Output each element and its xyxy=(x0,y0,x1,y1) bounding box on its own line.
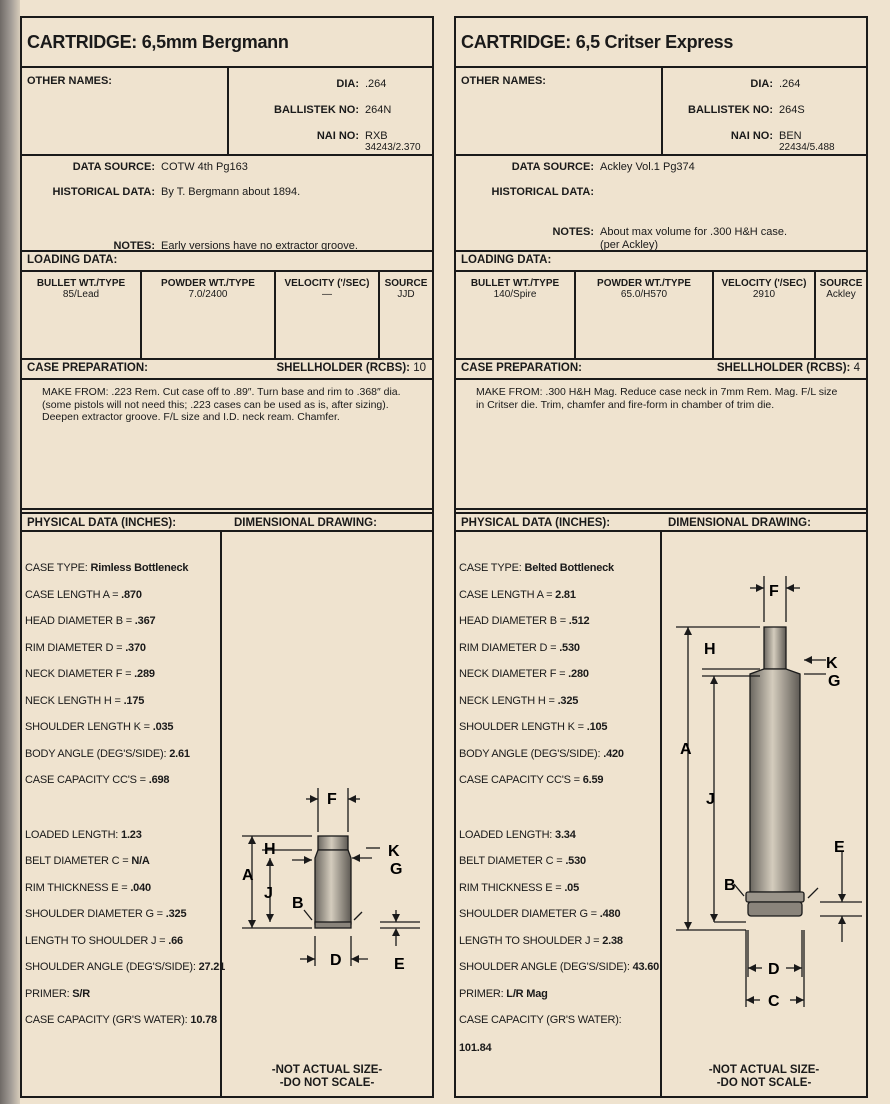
bullet-header: BULLET WT./TYPE xyxy=(470,278,560,289)
powder-value: 65.0/H570 xyxy=(620,289,668,300)
physical-data-list xyxy=(456,532,662,1096)
disclaimer-line-1: -NOT ACTUAL SIZE- xyxy=(708,1064,820,1076)
property-label: NECK LENGTH H = xyxy=(459,695,555,707)
cartridge-title xyxy=(22,18,432,68)
dim-label-H: H xyxy=(704,641,716,658)
velocity-value: — xyxy=(322,289,332,300)
dim-label-G: G xyxy=(828,673,841,690)
dim-label-H: H xyxy=(264,841,276,858)
property-value: .035 xyxy=(152,721,174,733)
nai-sub-value: 34243/2.370 xyxy=(365,142,421,153)
drawing-disclaimer xyxy=(662,1064,866,1090)
disclaimer-line-2: -DO NOT SCALE- xyxy=(279,1077,375,1089)
property-value: .289 xyxy=(134,668,155,680)
source-value: Ackley xyxy=(826,289,856,300)
property-label: PRIMER: xyxy=(459,988,504,1000)
case-preparation-header xyxy=(456,360,866,380)
book-gutter xyxy=(0,0,20,1104)
property-label: CASE CAPACITY CC'S = xyxy=(25,774,146,786)
property-label: LENGTH TO SHOULDER J = xyxy=(459,935,600,947)
dim-label-D: D xyxy=(330,952,342,969)
property-row xyxy=(459,1014,622,1026)
property-label: RIM DIAMETER D = xyxy=(459,642,557,654)
physical-data-header xyxy=(456,512,866,532)
case-rim xyxy=(315,922,351,928)
property-value: 2.81 xyxy=(555,589,576,601)
identifiers-section xyxy=(22,68,432,156)
property-row xyxy=(459,668,589,680)
property-value: .05 xyxy=(564,882,580,894)
loading-data-header: LOADING DATA: xyxy=(22,252,432,272)
property-row xyxy=(25,855,150,867)
case-prep-text: MAKE FROM: .300 H&H Mag. Reduce case neck in 7mm Rem. Mag. F/L size in Critser die. Trim, chamfer and fire-form in chamber of trim die. xyxy=(456,380,866,510)
data-source-section xyxy=(456,156,866,252)
property-label: LOADED LENGTH: xyxy=(459,829,553,841)
property-label: RIM THICKNESS E = xyxy=(459,882,562,894)
property-row xyxy=(25,642,146,654)
cartridge-drawing-svg xyxy=(222,532,434,1098)
notes-label: NOTES: xyxy=(552,226,594,238)
ballistek-value: 264N xyxy=(365,104,392,116)
case-preparation-header xyxy=(22,360,432,380)
other-names-label: OTHER NAMES: xyxy=(22,68,229,154)
velocity-header: VELOCITY ('/SEC) xyxy=(284,278,370,289)
capacity-value-line: 101.84 xyxy=(459,1042,492,1054)
dim-label-G: G xyxy=(390,861,403,878)
property-row xyxy=(25,908,186,920)
property-row xyxy=(25,748,190,760)
property-row xyxy=(459,961,659,973)
velocity-header: VELOCITY ('/SEC) xyxy=(721,278,807,289)
property-value: .530 xyxy=(559,642,580,654)
property-label: LOADED LENGTH: xyxy=(25,829,119,841)
notes-value: Early versions have no extractor groove. xyxy=(161,240,358,252)
property-value: .512 xyxy=(568,615,590,627)
physical-data-section xyxy=(456,532,866,1096)
powder-header: POWDER WT./TYPE xyxy=(597,278,691,289)
dimensional-drawing-label: DIMENSIONAL DRAWING: xyxy=(668,517,811,529)
notes-label: NOTES: xyxy=(113,240,155,252)
dim-label-F: F xyxy=(769,583,779,600)
property-value: 2.61 xyxy=(169,748,190,760)
property-row xyxy=(459,774,603,786)
dim-label-J: J xyxy=(264,885,273,902)
property-row xyxy=(459,988,548,1000)
dim-label-F: F xyxy=(327,791,337,808)
data-source-label: DATA SOURCE: xyxy=(511,161,594,173)
property-row xyxy=(459,695,578,707)
property-value: Belted Bottleneck xyxy=(524,562,614,574)
property-row xyxy=(459,642,580,654)
property-row xyxy=(25,1014,217,1026)
property-label: SHOULDER LENGTH K = xyxy=(25,721,150,733)
bullet-header: BULLET WT./TYPE xyxy=(36,278,126,289)
cartridge-card-critser xyxy=(454,16,868,1098)
physical-data-label: PHYSICAL DATA (INCHES): xyxy=(461,517,611,529)
property-row xyxy=(459,882,579,894)
velocity-value: 2910 xyxy=(752,289,776,300)
property-row xyxy=(459,589,576,601)
case-prep-text: MAKE FROM: .223 Rem. Cut case off to .89″. Turn base and rim to .368″ dia. (some pistols will not need this; .223 cases can be used as is, after sizing). Deepen extractor groove. F/L size and I.D. neck ream. Chamfer. xyxy=(22,380,432,510)
cartridge-title-label: CARTRIDGE: xyxy=(461,32,571,52)
dim-label-K: K xyxy=(388,843,400,860)
property-label: SHOULDER DIAMETER G = xyxy=(459,908,597,920)
case-body xyxy=(315,850,351,924)
property-label: RIM THICKNESS E = xyxy=(25,882,128,894)
historical-label: HISTORICAL DATA: xyxy=(52,186,155,198)
shellholder-label: SHELLHOLDER (RCBS): xyxy=(716,362,851,374)
dia-label: DIA: xyxy=(750,78,773,90)
property-label: LENGTH TO SHOULDER J = xyxy=(25,935,166,947)
property-row xyxy=(25,668,155,680)
property-row xyxy=(459,855,586,867)
property-row xyxy=(25,589,142,601)
property-label: CASE CAPACITY (GR'S WATER): xyxy=(25,1014,188,1026)
other-names-label: OTHER NAMES: xyxy=(456,68,663,154)
property-row xyxy=(25,961,225,973)
cartridge-title xyxy=(456,18,866,68)
dia-label: DIA: xyxy=(336,78,359,90)
dim-label-A: A xyxy=(680,741,692,758)
case-neck xyxy=(764,627,786,669)
powder-header: POWDER WT./TYPE xyxy=(161,278,255,289)
property-row xyxy=(459,829,576,841)
property-row xyxy=(459,721,607,733)
cartridge-name: 6,5mm Bergmann xyxy=(141,32,289,52)
property-label: BODY ANGLE (DEG'S/SIDE): xyxy=(25,748,167,760)
case-prep-label: CASE PREPARATION: xyxy=(461,362,582,374)
dim-label-E: E xyxy=(394,956,405,973)
case-prep-label: CASE PREPARATION: xyxy=(27,362,148,374)
property-value: .66 xyxy=(168,935,183,947)
ballistek-label: BALLISTEK NO: xyxy=(688,104,773,116)
property-row xyxy=(459,748,624,760)
property-label: HEAD DIAMETER B = xyxy=(459,615,566,627)
property-row xyxy=(459,935,623,947)
shellholder-label: SHELLHOLDER (RCBS): xyxy=(276,362,410,374)
data-source-label: DATA SOURCE: xyxy=(72,161,155,173)
property-row xyxy=(459,908,620,920)
dimensional-drawing-label: DIMENSIONAL DRAWING: xyxy=(234,517,377,529)
nai-value: BEN xyxy=(779,130,802,142)
case-belt xyxy=(746,892,804,902)
case-rim xyxy=(748,902,802,916)
cartridge-title-label: CARTRIDGE: xyxy=(27,32,137,52)
dim-label-E: E xyxy=(834,839,845,856)
property-value: .325 xyxy=(557,695,579,707)
physical-data-list xyxy=(22,532,226,1096)
property-value: .698 xyxy=(148,774,170,786)
property-value: L/R Mag xyxy=(506,988,548,1000)
disclaimer-line-1: -NOT ACTUAL SIZE- xyxy=(271,1064,383,1076)
dim-label-A: A xyxy=(242,867,254,884)
property-value: 6.59 xyxy=(582,774,604,786)
data-source-section xyxy=(22,156,432,252)
data-source-value: COTW 4th Pg163 xyxy=(161,161,248,173)
property-value: .325 xyxy=(165,908,187,920)
property-value: 1.23 xyxy=(121,829,142,841)
property-value: N/A xyxy=(131,855,150,867)
nai-sub-value: 22434/5.488 xyxy=(779,142,835,153)
property-row xyxy=(459,615,589,627)
property-label: SHOULDER LENGTH K = xyxy=(459,721,584,733)
dimensional-drawing xyxy=(662,532,866,1096)
property-value: .420 xyxy=(603,748,624,760)
property-label: NECK DIAMETER F = xyxy=(459,668,566,680)
dim-label-K: K xyxy=(826,655,838,672)
property-value: .367 xyxy=(134,615,156,627)
property-label: HEAD DIAMETER B = xyxy=(25,615,132,627)
data-source-value: Ackley Vol.1 Pg374 xyxy=(600,161,695,173)
property-row xyxy=(25,935,183,947)
loading-data-table xyxy=(22,272,432,360)
property-row xyxy=(25,882,151,894)
property-value: 27.21 xyxy=(198,961,226,973)
dim-label-J: J xyxy=(706,791,715,808)
property-value: .530 xyxy=(565,855,586,867)
property-label: RIM DIAMETER D = xyxy=(25,642,123,654)
property-value: .105 xyxy=(586,721,608,733)
property-label: CASE LENGTH A = xyxy=(459,589,553,601)
property-label: CASE LENGTH A = xyxy=(25,589,119,601)
property-value: .870 xyxy=(121,589,142,601)
dimensional-drawing xyxy=(222,532,432,1096)
property-label: SHOULDER ANGLE (DEG'S/SIDE): xyxy=(25,961,196,973)
ballistek-label: BALLISTEK NO: xyxy=(274,104,359,116)
dia-value: .264 xyxy=(779,78,801,90)
property-label: CASE TYPE: xyxy=(459,562,522,574)
property-value: .040 xyxy=(130,882,151,894)
notes-value: About max volume for .300 H&H case. xyxy=(600,226,788,238)
loading-data-table xyxy=(456,272,866,360)
case-body xyxy=(750,669,800,892)
property-row xyxy=(25,695,144,707)
bullet-value: 85/Lead xyxy=(62,289,100,300)
property-label: NECK DIAMETER F = xyxy=(25,668,132,680)
property-row xyxy=(25,774,169,786)
drawing-disclaimer xyxy=(222,1064,432,1090)
dim-label-D: D xyxy=(768,961,780,978)
dim-label-B: B xyxy=(292,895,304,912)
cartridge-drawing-svg xyxy=(662,532,868,1098)
property-row xyxy=(25,829,142,841)
property-row xyxy=(25,562,188,574)
property-label: CASE CAPACITY (GR'S WATER): xyxy=(459,1014,622,1026)
property-label: PRIMER: xyxy=(25,988,70,1000)
property-value: Rimless Bottleneck xyxy=(90,562,189,574)
identifiers-section xyxy=(456,68,866,156)
loading-data-header: LOADING DATA: xyxy=(456,252,866,272)
property-label: CASE TYPE: xyxy=(25,562,88,574)
nai-label: NAI NO: xyxy=(316,130,359,142)
property-value: .175 xyxy=(123,695,145,707)
physical-data-label: PHYSICAL DATA (INCHES): xyxy=(27,517,177,529)
property-value: 10.78 xyxy=(190,1014,217,1026)
property-label: NECK LENGTH H = xyxy=(25,695,121,707)
cartridge-name: 6,5 Critser Express xyxy=(575,32,734,52)
property-value: 2.38 xyxy=(602,935,623,947)
bullet-value: 140/Spire xyxy=(493,289,537,300)
physical-data-section xyxy=(22,532,432,1096)
dia-value: .264 xyxy=(365,78,387,90)
source-header: SOURCE xyxy=(819,278,863,289)
property-label: CASE CAPACITY CC'S = xyxy=(459,774,580,786)
case-neck xyxy=(318,836,348,850)
nai-value: RXB xyxy=(365,130,388,142)
source-value: JJD xyxy=(397,289,415,300)
property-label: BELT DIAMETER C = xyxy=(459,855,563,867)
historical-value: By T. Bergmann about 1894. xyxy=(161,186,301,198)
property-label: SHOULDER DIAMETER G = xyxy=(25,908,163,920)
property-value: .370 xyxy=(125,642,146,654)
dim-label-B: B xyxy=(724,877,736,894)
historical-label: HISTORICAL DATA: xyxy=(491,186,594,198)
disclaimer-line-2: -DO NOT SCALE- xyxy=(716,1077,812,1089)
cartridge-card-bergmann xyxy=(20,16,434,1098)
property-value: .480 xyxy=(599,908,621,920)
property-value: 3.34 xyxy=(555,829,576,841)
property-row xyxy=(25,615,155,627)
property-value: 43.60 xyxy=(632,961,660,973)
property-row xyxy=(25,721,173,733)
powder-value: 7.0/2400 xyxy=(188,289,228,300)
physical-data-header xyxy=(22,512,432,532)
property-label: BODY ANGLE (DEG'S/SIDE): xyxy=(459,748,601,760)
nai-label: NAI NO: xyxy=(730,130,773,142)
dim-label-C: C xyxy=(768,993,780,1010)
shellholder-value: 10 xyxy=(413,362,426,374)
property-row xyxy=(25,988,90,1000)
property-label: BELT DIAMETER C = xyxy=(25,855,129,867)
notes-value-2: (per Ackley) xyxy=(600,239,659,251)
property-row xyxy=(459,562,614,574)
source-header: SOURCE xyxy=(384,278,428,289)
shellholder-value: 4 xyxy=(853,362,860,374)
property-value: S/R xyxy=(72,988,91,1000)
property-value: .280 xyxy=(568,668,589,680)
ballistek-value: 264S xyxy=(779,104,805,116)
property-label: SHOULDER ANGLE (DEG'S/SIDE): xyxy=(459,961,630,973)
